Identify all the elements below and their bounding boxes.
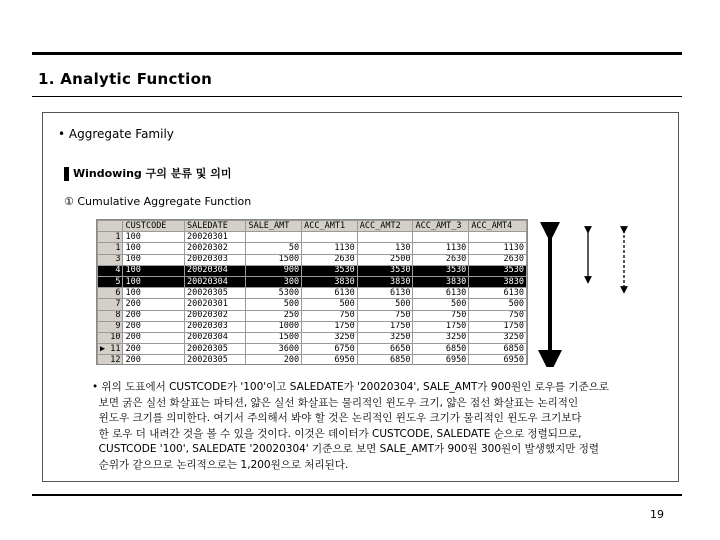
grid-cell[interactable]: 900 — [246, 265, 302, 276]
grid-cell[interactable]: 20020304 — [184, 276, 245, 287]
grid-column-header[interactable]: SALE_AMT — [246, 221, 302, 232]
grid-cell[interactable]: 3830 — [469, 276, 527, 287]
top-rule — [32, 52, 682, 55]
grid-cell[interactable] — [302, 232, 358, 243]
table-row[interactable] — [98, 265, 527, 276]
row-number-cell[interactable]: 1 — [98, 243, 123, 254]
grid-cell[interactable]: 6130 — [302, 288, 358, 299]
note-line: 순위가 같으므로 논리적으로는 1,200원으로 처리된다. — [92, 458, 349, 471]
grid-cell[interactable]: 1500 — [246, 254, 302, 265]
row-number-cell[interactable]: 9 — [98, 321, 123, 332]
grid-cell[interactable]: 1750 — [469, 321, 527, 332]
grid-cell[interactable]: 750 — [357, 310, 413, 321]
grid-cell[interactable]: 20020301 — [184, 232, 245, 243]
grid-cell[interactable]: 100 — [123, 232, 184, 243]
grid-cell[interactable]: 6750 — [302, 344, 358, 355]
row-number-cell[interactable]: 4 — [98, 265, 123, 276]
grid-cell[interactable]: 6850 — [469, 344, 527, 355]
note-line: • 위의 도표에서 CUSTCODE가 '100'이고 SALEDATE가 '20020304', SALE_AMT가 900원인 로우를 기준으로 — [92, 381, 609, 393]
grid-cell[interactable]: 20020303 — [184, 321, 245, 332]
grid-cell[interactable]: 1750 — [302, 321, 358, 332]
grid-column-header[interactable]: ACC_AMT1 — [302, 221, 358, 232]
table-row[interactable] — [98, 276, 527, 287]
result-grid[interactable] — [96, 219, 528, 365]
table-row[interactable] — [98, 232, 527, 243]
grid-cell[interactable]: 6950 — [302, 355, 358, 365]
grid-cell[interactable]: 2630 — [413, 254, 469, 265]
grid-cell[interactable]: 3530 — [302, 265, 358, 276]
grid-cell[interactable]: 750 — [469, 310, 527, 321]
grid-cell[interactable]: 100 — [123, 243, 184, 254]
grid-cell[interactable]: 6950 — [413, 355, 469, 365]
grid-cell[interactable]: 3250 — [302, 332, 358, 343]
row-number-cell[interactable]: 5 — [98, 276, 123, 287]
grid-cell[interactable] — [246, 232, 302, 243]
grid-cell[interactable] — [469, 232, 527, 243]
grid-header-row — [98, 221, 527, 232]
grid-cell[interactable]: 6950 — [469, 355, 527, 365]
grid-cell[interactable]: 20020305 — [184, 288, 245, 299]
grid-cell[interactable]: 1130 — [469, 243, 527, 254]
grid-cell[interactable]: 250 — [246, 310, 302, 321]
grid-cell[interactable]: 3830 — [302, 276, 358, 287]
page-number: 19 — [650, 508, 664, 521]
grid-cell[interactable]: 20020305 — [184, 344, 245, 355]
grid-cell[interactable]: 750 — [413, 310, 469, 321]
grid-cell[interactable]: 500 — [246, 299, 302, 310]
grid-cell[interactable]: 3600 — [246, 344, 302, 355]
grid-cell[interactable]: 100 — [123, 254, 184, 265]
table-row[interactable] — [98, 243, 527, 254]
grid-cell[interactable]: 200 — [123, 344, 184, 355]
grid-cell[interactable]: 50 — [246, 243, 302, 254]
grid-cell[interactable]: 750 — [302, 310, 358, 321]
table-row[interactable] — [98, 288, 527, 299]
table-row[interactable] — [98, 355, 527, 365]
section-heading: • Aggregate Family — [58, 127, 174, 141]
grid-cell[interactable]: 20020301 — [184, 299, 245, 310]
grid-column-header[interactable]: CUSTCODE — [123, 221, 184, 232]
row-number-cell[interactable]: 10 — [98, 332, 123, 343]
page-title: 1. Analytic Function — [38, 70, 213, 88]
grid-cell[interactable]: 500 — [413, 299, 469, 310]
note-line: CUSTCODE '100', SALEDATE '20020304' 기준으로 보면 SALE_AMT가 900원 300원이 발생했지만 정렬 — [92, 443, 600, 455]
window-arrows — [530, 222, 670, 367]
grid-cell[interactable]: 300 — [246, 276, 302, 287]
grid-cell[interactable]: 6650 — [357, 344, 413, 355]
item-heading: ① Cumulative Aggregate Function — [64, 195, 252, 208]
grid-cell[interactable]: 500 — [469, 299, 527, 310]
row-number-cell[interactable]: ▶ 11 — [98, 344, 123, 355]
grid-cell[interactable]: 3830 — [357, 276, 413, 287]
note-line: 보면 굵은 실선 화살표는 파티션, 얇은 실선 화살표는 물리적인 윈도우 크기, 얇은 점선 화살표는 논리적인 — [92, 396, 579, 409]
row-number-cell[interactable]: 6 — [98, 288, 123, 299]
grid-cell[interactable]: 200 — [123, 310, 184, 321]
grid-cell[interactable]: 500 — [302, 299, 358, 310]
grid-cell[interactable]: 20020302 — [184, 243, 245, 254]
grid-cell[interactable]: 100 — [123, 265, 184, 276]
grid-cell[interactable]: 3530 — [469, 265, 527, 276]
grid-cell[interactable]: 200 — [123, 355, 184, 365]
grid-cell[interactable]: 3250 — [469, 332, 527, 343]
row-number-cell[interactable]: 3 — [98, 254, 123, 265]
table-row[interactable] — [98, 332, 527, 343]
grid-cell[interactable]: 5300 — [246, 288, 302, 299]
grid-cell[interactable]: 6850 — [357, 355, 413, 365]
grid-cell[interactable]: 6850 — [413, 344, 469, 355]
grid-cell[interactable]: 1130 — [413, 243, 469, 254]
table-row[interactable] — [98, 344, 527, 355]
note-line: 윈도우 크기를 의미한다. 여기서 주의해서 봐야 할 것은 논리적인 윈도우 크기가 물리적인 윈도우 크기보다 — [92, 412, 582, 424]
grid-cell[interactable]: 1000 — [246, 321, 302, 332]
grid-cell[interactable]: 100 — [123, 276, 184, 287]
grid-cell[interactable]: 20020305 — [184, 355, 245, 365]
grid-cell[interactable]: 6130 — [357, 288, 413, 299]
grid-cell[interactable]: 100 — [123, 288, 184, 299]
explanation-note — [92, 380, 672, 473]
grid-cell[interactable]: 2630 — [469, 254, 527, 265]
bottom-rule — [32, 494, 682, 496]
grid-cell[interactable]: 200 — [123, 321, 184, 332]
grid-cell[interactable]: 200 — [123, 299, 184, 310]
grid-column-header[interactable] — [98, 221, 123, 232]
grid-cell[interactable] — [413, 232, 469, 243]
grid-cell[interactable]: 1500 — [246, 332, 302, 343]
result-table — [97, 220, 527, 365]
table-row[interactable] — [98, 310, 527, 321]
grid-cell[interactable]: 6130 — [413, 288, 469, 299]
grid-cell[interactable]: 1750 — [357, 321, 413, 332]
grid-cell[interactable]: 2630 — [302, 254, 358, 265]
row-number-cell[interactable]: 1 — [98, 232, 123, 243]
grid-column-header[interactable]: ACC_AMT4 — [469, 221, 527, 232]
grid-cell[interactable] — [357, 232, 413, 243]
grid-cell[interactable]: 3250 — [413, 332, 469, 343]
grid-cell[interactable]: 3530 — [357, 265, 413, 276]
grid-column-header[interactable]: ACC_AMT2 — [357, 221, 413, 232]
grid-cell[interactable]: 2500 — [357, 254, 413, 265]
subsection-heading: Windowing 구의 분류 및 의미 — [64, 167, 232, 181]
table-row[interactable] — [98, 321, 527, 332]
grid-cell[interactable]: 3830 — [413, 276, 469, 287]
table-row[interactable] — [98, 299, 527, 310]
grid-cell[interactable]: 1750 — [413, 321, 469, 332]
row-number-cell[interactable]: 7 — [98, 299, 123, 310]
grid-cell[interactable]: 200 — [123, 332, 184, 343]
note-line: 한 로우 더 내려간 것을 볼 수 있을 것이다. 이것은 데이터가 CUSTCODE, SALEDATE 순으로 정렬되므로, — [92, 427, 582, 440]
grid-cell[interactable]: 500 — [357, 299, 413, 310]
title-underline — [32, 96, 682, 97]
grid-cell[interactable]: 1130 — [302, 243, 358, 254]
grid-cell[interactable]: 200 — [246, 355, 302, 365]
grid-column-header[interactable]: SALEDATE — [184, 221, 245, 232]
grid-cell[interactable]: 130 — [357, 243, 413, 254]
grid-cell[interactable]: 6130 — [469, 288, 527, 299]
table-row[interactable] — [98, 254, 527, 265]
grid-column-header[interactable]: ACC_AMT_3 — [413, 221, 469, 232]
grid-cell[interactable]: 20020302 — [184, 310, 245, 321]
grid-cell[interactable]: 20020303 — [184, 254, 245, 265]
grid-cell[interactable]: 20020304 — [184, 332, 245, 343]
grid-cell[interactable]: 3530 — [413, 265, 469, 276]
grid-cell[interactable]: 3250 — [357, 332, 413, 343]
row-number-cell[interactable]: 8 — [98, 310, 123, 321]
row-number-cell[interactable]: 12 — [98, 355, 123, 365]
grid-cell[interactable]: 20020304 — [184, 265, 245, 276]
